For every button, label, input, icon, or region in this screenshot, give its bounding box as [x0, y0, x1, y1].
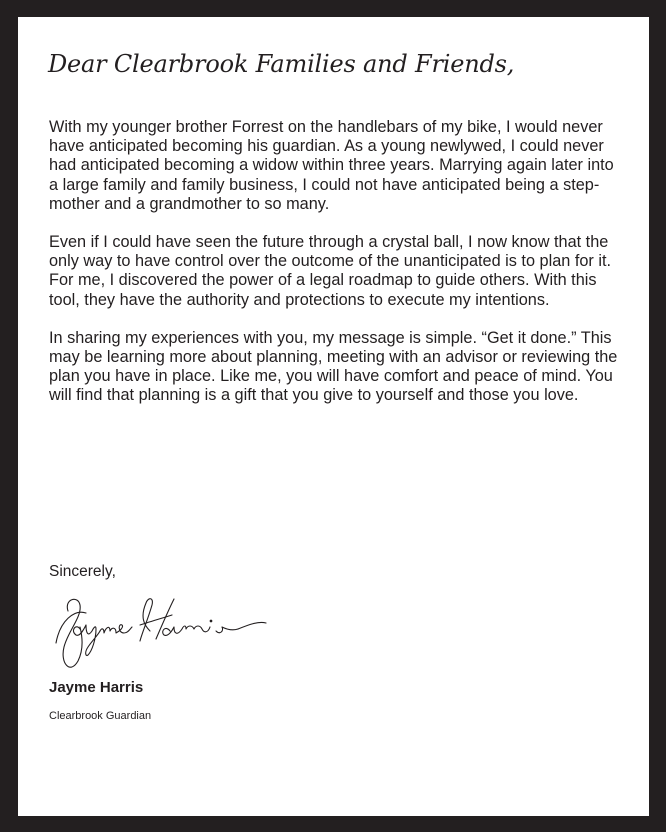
closing: Sincerely, — [49, 563, 116, 580]
paragraph: Even if I could have seen the future through a crystal ball, I now know that the only way to have control over the outcome of the unanticipated is to plan for it. For me, I discovered the power of a legal roadmap to guide others. With this tool, they have the authority and protections to execute my intentions. — [49, 233, 612, 309]
signer-name: Jayme Harris — [49, 679, 144, 696]
salutation: Dear Clearbrook Families and Friends, — [48, 50, 515, 78]
paragraph: In sharing my experiences with you, my message is simple. “Get it done.” This may be learning more about planning, meeting with an advisor or reviewing the plan you have in place. Like me, you will have comfort and peace of mind. You will find that planning is a gift that you give to yourself and those you love. — [49, 328, 618, 405]
letter-page — [18, 17, 649, 816]
handwritten-signature — [34, 591, 274, 675]
letter-body — [49, 118, 621, 425]
signer-title: Clearbrook Guardian — [49, 710, 152, 722]
paragraph: With my younger brother Forrest on the handlebars of my bike, I would never have anticipated becoming his guardian. As a young newlywed, I could never had anticipated becoming a widow within three years. Marrying again later into a large family and family business, I could not have anticipated being a step-mother and a grandmother to so many. — [49, 118, 614, 213]
